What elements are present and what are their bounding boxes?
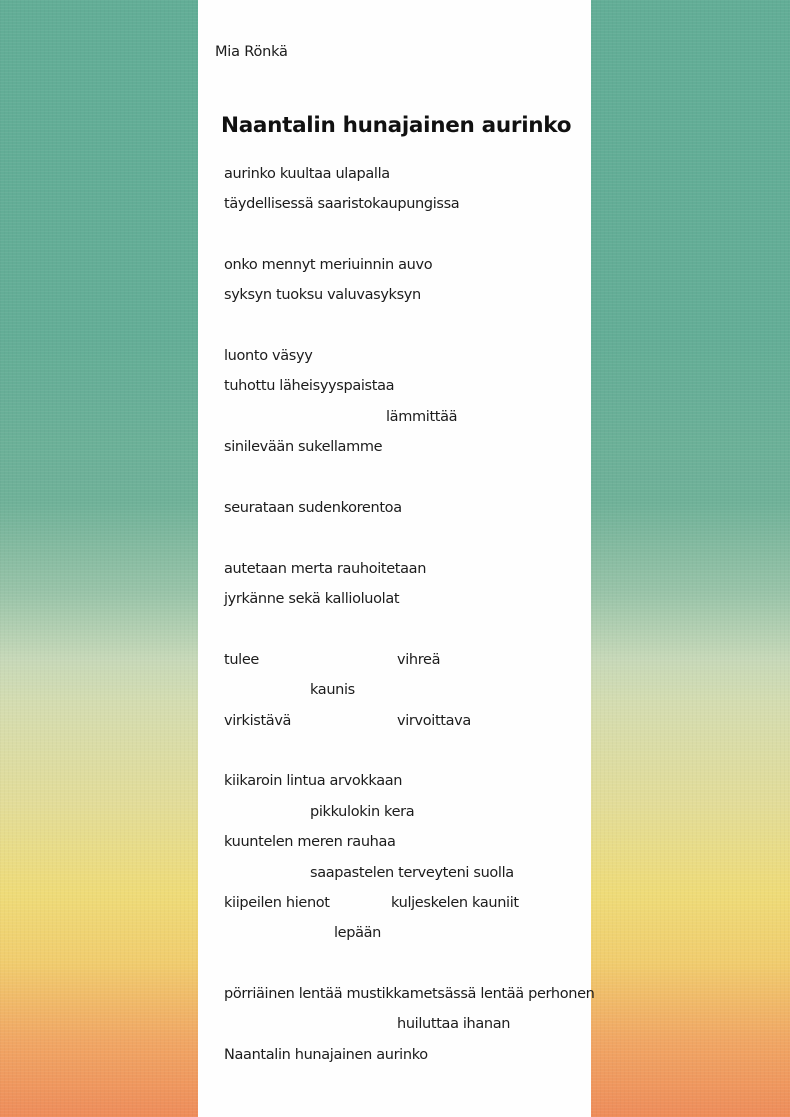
poem-line: onko mennyt meriuinnin auvo	[224, 257, 433, 273]
poem-line: jyrkänne sekä kallioluolat	[224, 591, 400, 607]
poem-line: vihreä	[397, 652, 441, 668]
poem-line: kuuntelen meren rauhaa	[224, 834, 396, 850]
poem-line: saapastelen terveyteni suolla	[310, 865, 514, 881]
poem-line: kuljeskelen kauniit	[391, 895, 519, 911]
poem-line: pikkulokin kera	[310, 804, 415, 820]
poem-title: Naantalin hunajainen aurinko	[221, 113, 572, 138]
poem-line: aurinko kuultaa ulapalla	[224, 166, 390, 182]
poem-line: huiluttaa ihanan	[397, 1016, 511, 1032]
poem-line: kaunis	[310, 682, 355, 698]
poem-line: seurataan sudenkorentoa	[224, 500, 402, 516]
poem-line: luonto väsyy	[224, 348, 313, 364]
poem-line: virkistävä	[224, 713, 292, 729]
poem-page	[198, 0, 595, 1117]
poem-line: lämmittää	[386, 409, 458, 425]
poem-line: täydellisessä saaristokaupungissa	[224, 196, 460, 212]
poem-line: pörriäinen lentää mustikkametsässä lentää perhonen	[224, 986, 595, 1002]
poem-line: virvoittava	[397, 713, 471, 729]
poem-line: sinilevään sukellamme	[224, 439, 383, 455]
poem-line: autetaan merta rauhoitetaan	[224, 561, 427, 577]
poem-line: tulee	[224, 652, 259, 668]
poem-line: kiikaroin lintua arvokkaan	[224, 773, 403, 789]
poem-line: lepään	[334, 925, 382, 941]
poem-line: kiipeilen hienot	[224, 895, 330, 911]
poem-line: Naantalin hunajainen aurinko	[224, 1047, 428, 1063]
author-name: Mia Rönkä	[215, 44, 288, 60]
poem-line: tuhottu läheisyyspaistaa	[224, 378, 395, 394]
poem-line: syksyn tuoksu valuvasyksyn	[224, 287, 421, 303]
